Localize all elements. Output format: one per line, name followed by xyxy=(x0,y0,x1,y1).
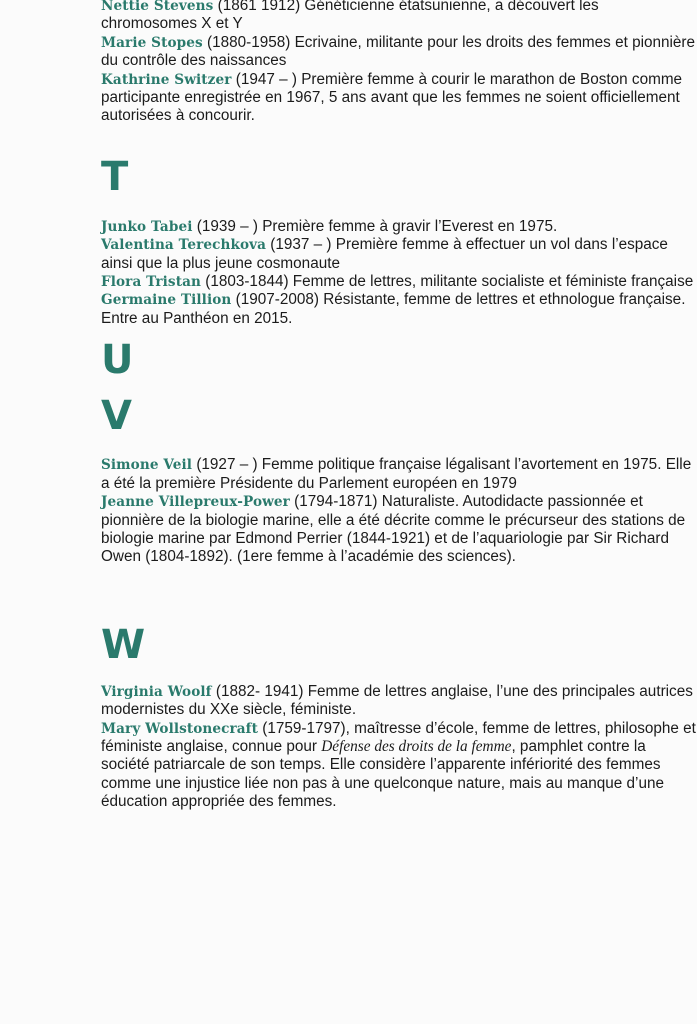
section-letter-t: T xyxy=(101,153,129,200)
entry-simone-veil xyxy=(101,456,697,493)
entry-text-after: , pamphlet contre la société patriarcale de son temps. Elle considère l’apparente infériorité des femmes comme une injustice liée non pas à une quelconque nature, mais au manque d’une éducation appropriée des femmes. xyxy=(101,737,664,811)
entry-name: Junko Tabei xyxy=(101,218,193,235)
entry-text: (1927 – ) Femme politique française légalisant l’avortement en 1975. Elle a été la première Présidente du Parlement européen en 1979 xyxy=(101,456,692,492)
entry-marie-stopes xyxy=(101,34,697,71)
entry-germaine-tillion xyxy=(101,291,697,328)
entry-text: (1882- 1941) Femme de lettres anglaise, l’une des principales autrices modernistes du XXe siècle, féministe. xyxy=(101,682,693,719)
document-page xyxy=(101,0,697,812)
entry-name: Nettie Stevens xyxy=(101,0,214,14)
entry-name: Simone Veil xyxy=(101,457,193,474)
entry-text: (1939 – ) Première femme à gravir l’Everest en 1975. xyxy=(192,217,558,235)
entry-text: (1861 1912) Généticienne étatsunienne, a découvert les chromosomes X et Y xyxy=(101,0,599,33)
entry-text: (1937 – ) Première femme à effectuer un vol dans l’espace ainsi que la plus jeune cosmonaute xyxy=(101,236,668,272)
entry-text: (1907-2008) Résistante, femme de lettres et ethnologue française. Entre au Panthéon en 2015. xyxy=(101,291,686,327)
entry-nettie-stevens xyxy=(101,0,697,34)
entry-jeanne-villepreux-power xyxy=(101,493,697,567)
entry-text: (1803-1844) Femme de lettres, militante socialiste et féministe française xyxy=(200,273,694,291)
entry-flora-tristan xyxy=(101,273,697,291)
book-title: Défense des droits de la femme xyxy=(321,737,512,755)
entry-text: (1880-1958) Ecrivaine, militante pour les droits des femmes et pionnière du contrôle des naissances xyxy=(101,33,696,70)
section-letter-w: W xyxy=(101,621,146,668)
entry-text: (1794-1871) Naturaliste. Autodidacte passionnée et pionnière de la biologie marine, elle a été décrite comme le précurseur des stations de biologie marine par Edmond Perrier (1844-1921) et de l’aquariologie par Sir Richard Owen (1804-1892). (1ere femme à l’académie des sciences). xyxy=(101,493,686,566)
entry-text: (1947 – ) Première femme à courir le marathon de Boston comme participante enregistrée en 1967, 5 ans avant que les femmes ne soient officiellement autorisées à concourir. xyxy=(101,70,683,125)
entry-name: Kathrine Switzer xyxy=(101,71,232,88)
entry-junko-tabei xyxy=(101,218,697,236)
entry-name: Jeanne Villepreux-Power xyxy=(101,494,290,511)
entry-valentina-terechkova xyxy=(101,236,697,273)
entry-virginia-woolf xyxy=(101,683,697,720)
entry-name: Germaine Tillion xyxy=(101,292,232,309)
section-letter-v: V xyxy=(101,393,132,440)
entry-mary-wollstonecraft xyxy=(101,720,697,812)
entry-name: Marie Stopes xyxy=(101,34,203,51)
entry-name: Valentina Terechkova xyxy=(101,237,267,254)
entry-name: Flora Tristan xyxy=(101,274,201,291)
entry-text: (1759-1797), maîtresse d’école, femme de lettres, philosophe et féministe anglaise, connue pour xyxy=(101,719,696,755)
entry-name: Mary Wollstonecraft xyxy=(101,720,259,737)
entry-name: Virginia Woolf xyxy=(101,683,212,700)
section-letter-u: U xyxy=(101,337,134,384)
entry-kathrine-switzer xyxy=(101,71,697,126)
